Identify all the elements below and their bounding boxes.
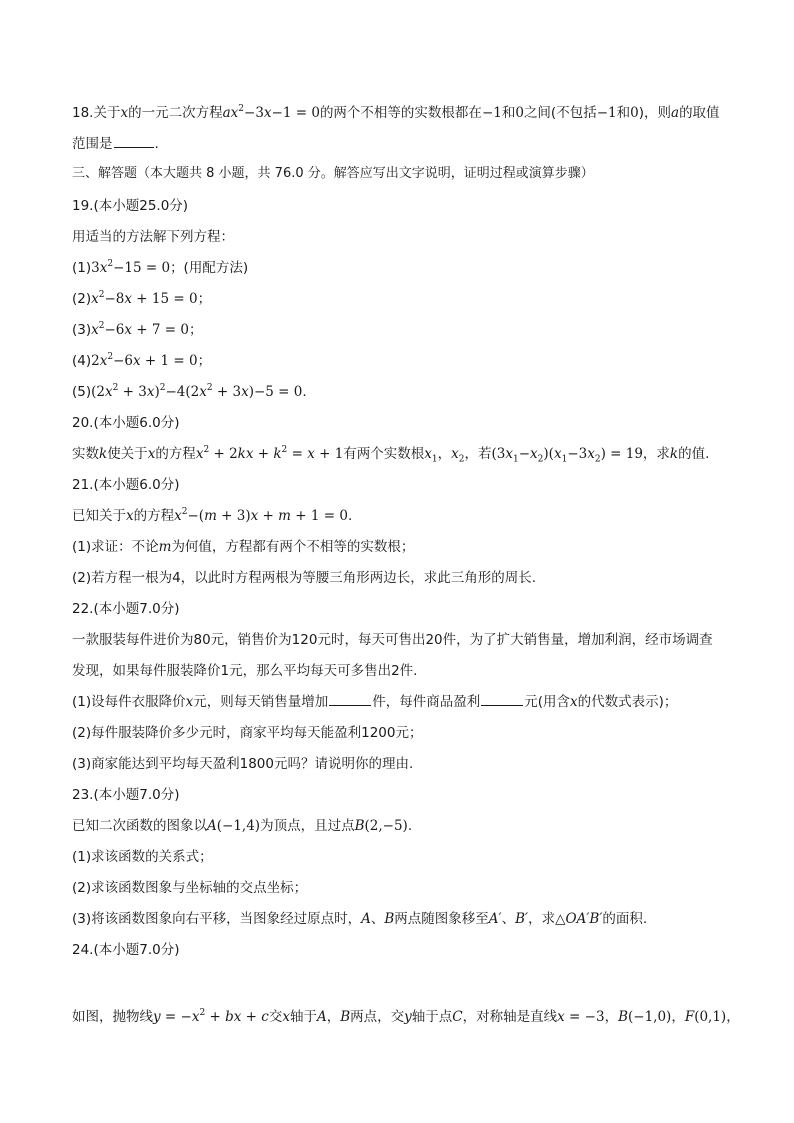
- q23-item-1: (1)求该函数的关系式；: [72, 849, 213, 865]
- q22-item-3: (3)商家能达到平均每天盈利1800元吗？请说明你的理由.: [72, 756, 414, 772]
- q21-body: 已知关于x的方程$x^2-(m + 3)x + m + 1 = 0$.: [72, 506, 353, 524]
- q19-item-4: $(4)2x^2-6x + 1 = 0$；: [72, 351, 212, 369]
- q22-line1: 一款服装每件进价为80元，销售价为120元时，每天可售出20件，为了扩大销售量，增加利润，经市场调查: [72, 632, 713, 648]
- q18-line1: 18.关于x的一元二次方程$ax^2-3x-1 = 0$的两个不相等的实数根都在−1和0之间(不包括−1和0)，则a的取值: [72, 103, 720, 121]
- label: (2): [72, 291, 92, 307]
- note: ；(用配方法): [170, 260, 249, 276]
- text: 两点随图象移至: [394, 911, 489, 927]
- q23-body: 已知二次函数的图象以A(−1,4)为顶点，且过点B(2,−5).: [72, 818, 413, 834]
- answer-blank[interactable]: [329, 693, 371, 706]
- text: ，求: [528, 911, 556, 927]
- q22-item-1: (1)设每件衣服降价x元，则每天销售量增加 件，每件商品盈利 元(用含x的代数式表示)；: [72, 694, 678, 710]
- q21-item-1: (1)求证：不论m为何值，方程都有两个不相等的实数根；: [72, 539, 415, 555]
- text: 已知二次函数的图象以: [72, 818, 207, 834]
- q20-header: 20.(本小题6.0分): [72, 415, 180, 431]
- q19-item-2: $(2)x^2-8x + 15 = 0$；: [72, 289, 212, 307]
- text: .: [154, 136, 159, 152]
- q22-item-2: (2)每件服装降价多少元时，商家平均每天能盈利1200元；: [72, 725, 423, 741]
- q19-intro: 用适当的方法解下列方程：: [72, 229, 234, 245]
- text: 轴于: [289, 1009, 317, 1025]
- text: 交: [268, 1009, 283, 1025]
- text: 的面积.: [602, 911, 648, 927]
- text: 元，则每天销售量增加: [193, 694, 329, 710]
- text: 如图，抛物线: [72, 1009, 153, 1025]
- text: 的取值: [679, 105, 720, 121]
- label: (4): [72, 353, 92, 369]
- text: 18.关于: [72, 105, 121, 121]
- q19-header: 19.(本小题25.0分): [72, 198, 189, 214]
- q22-header: 22.(本小题7.0分): [72, 601, 180, 617]
- text: (3)将该函数图象向右平移，当图象经过原点时，: [72, 911, 362, 927]
- text: 有两个实数根: [343, 446, 425, 462]
- text: ，对称轴是直线: [462, 1009, 558, 1025]
- text: 为顶点，且过点: [260, 818, 355, 834]
- text: 的两个不相等的实数根都在: [319, 105, 482, 121]
- q20-body: 实数k使关于x的方程$x^2 + 2kx + k^2 = x + 1$有两个实数根$x_1$，$x_2$，若$(3x_1-x_2)(x_1-3x_2) = 19$，求k的值.: [72, 444, 710, 465]
- q19-item-3: $(3)x^2-6x + 7 = 0$；: [72, 320, 203, 338]
- text: (1)设每件衣服降价: [72, 694, 186, 710]
- text: 和: [616, 105, 631, 121]
- text: 为何值，方程都有两个不相等的实数根；: [171, 539, 415, 555]
- q18-line2: [72, 135, 732, 153]
- section-header: 三、解答题（本大题共 8 小题，共 76.0 分。解答应写出文字说明，证明过程或演算步骤）: [72, 166, 594, 181]
- q23-header: 23.(本小题7.0分): [72, 787, 180, 803]
- q23-item-3: (3)将该函数图象向右平移，当图象经过原点时，A、B两点随图象移至A′、B′，求△OA′B′的面积.: [72, 911, 648, 927]
- text: 使关于: [107, 446, 148, 462]
- text: 两点，交: [350, 1009, 405, 1025]
- q19-item-1: $(1)3x^2-15 = 0$；(用配方法): [72, 258, 249, 276]
- text: 件，每件商品盈利: [372, 694, 481, 710]
- q19-item-5: $(5)(2x^2 + 3x)^2-4(2x^2 + 3x)-5 = 0$.: [72, 382, 307, 400]
- text: 元(用含: [524, 694, 571, 710]
- q23-item-2: (2)求该函数图象与坐标轴的交点坐标；: [72, 880, 308, 896]
- q24-header: 24.(本小题7.0分): [72, 942, 180, 958]
- text: 的方程: [133, 508, 175, 524]
- text: 已知关于: [72, 508, 126, 524]
- label: (1): [72, 260, 92, 276]
- text: 之间(不包括: [523, 105, 597, 121]
- text: 实数: [72, 446, 99, 462]
- text: )，则: [638, 105, 671, 121]
- answer-blank[interactable]: [481, 693, 523, 706]
- text: 范围是: [72, 136, 113, 152]
- answer-blank[interactable]: [114, 135, 154, 148]
- q22-line2: 发现，如果每件服装降价1元，那么平均每天可多售出2件.: [72, 663, 418, 679]
- text: 轴于点: [411, 1009, 453, 1025]
- text: ，若: [464, 446, 492, 462]
- text: 和: [501, 105, 516, 121]
- text: 的一元二次方程: [128, 105, 223, 121]
- text: 的值.: [678, 446, 710, 462]
- label: (5): [72, 384, 92, 400]
- text: 的代数式表示)；: [577, 694, 678, 710]
- text: 的方程: [155, 446, 196, 462]
- q21-header: 21.(本小题6.0分): [72, 477, 180, 493]
- q21-item-2: (2)若方程一根为4，以此时方程两根为等腰三角形两边长，求此三角形的周长.: [72, 570, 537, 586]
- label: (3): [72, 322, 92, 338]
- text: ，求: [642, 446, 670, 462]
- q24-body: 如图，抛物线$y = -x^2$ + bx + c交x轴于A，B两点，交y轴于点C，对称轴是直线x = −3，B(−1,0)，F(0,1)，: [72, 1007, 740, 1025]
- text: (1)求证：不论: [72, 539, 159, 555]
